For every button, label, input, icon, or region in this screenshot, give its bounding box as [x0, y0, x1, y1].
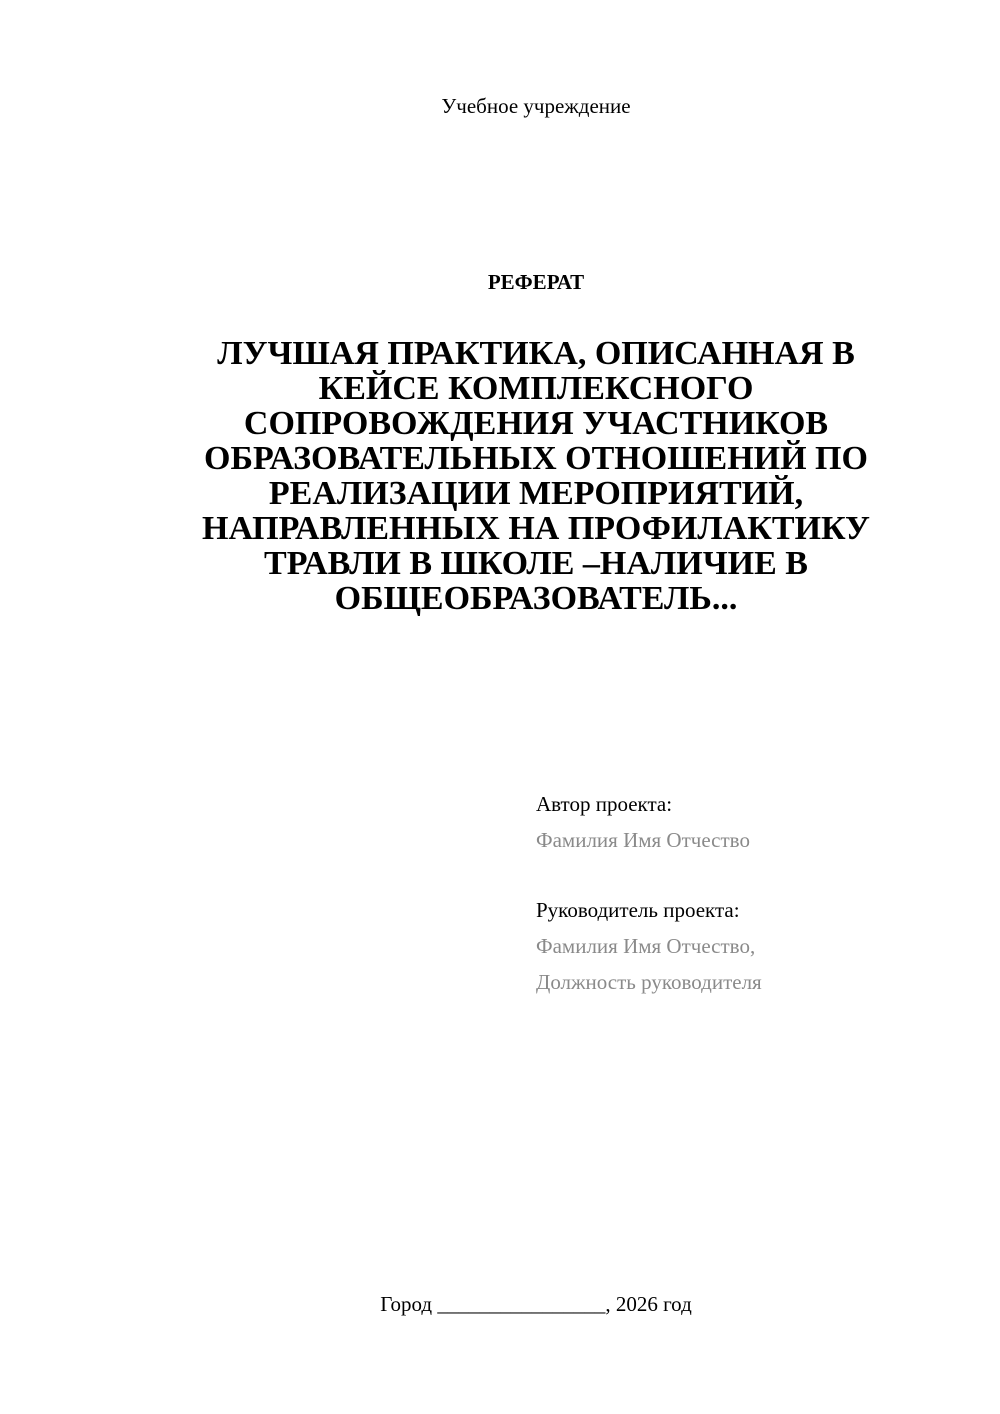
city-year-line: Город ________________, 2026 год [380, 1292, 692, 1316]
title-line: СОПРОВОЖДЕНИЯ УЧАСТНИКОВ [243, 405, 829, 442]
supervisor-label: Руководитель проекта: [536, 898, 740, 922]
author-label: Автор проекта: [536, 792, 673, 816]
document-title [150, 336, 922, 616]
title-line: ОБРАЗОВАТЕЛЬНЫХ ОТНОШЕНИЙ ПО [204, 440, 868, 477]
author-name: Фамилия Имя Отчество [536, 828, 750, 852]
title-line: ОБЩЕОБРАЗОВАТЕЛЬ... [334, 580, 738, 617]
title-line: ТРАВЛИ В ШКОЛЕ –НАЛИЧИЕ В [264, 545, 808, 582]
title-line: РЕАЛИЗАЦИИ МЕРОПРИЯТИЙ, [268, 475, 804, 512]
institution-name: Учебное учреждение [441, 94, 631, 118]
title-line: НАПРАВЛЕННЫХ НА ПРОФИЛАКТИКУ [202, 510, 870, 547]
author-block [536, 786, 976, 858]
supervisor-name: Фамилия Имя Отчество, [536, 934, 756, 958]
title-line: КЕЙСЕ КОМПЛЕКСНОГО [318, 370, 754, 407]
supervisor-position: Должность руководителя [536, 970, 762, 994]
title-line: ЛУЧШАЯ ПРАКТИКА, ОПИСАННАЯ В [217, 335, 855, 372]
supervisor-block [536, 892, 976, 1000]
document-type: РЕФЕРАТ [487, 270, 585, 294]
